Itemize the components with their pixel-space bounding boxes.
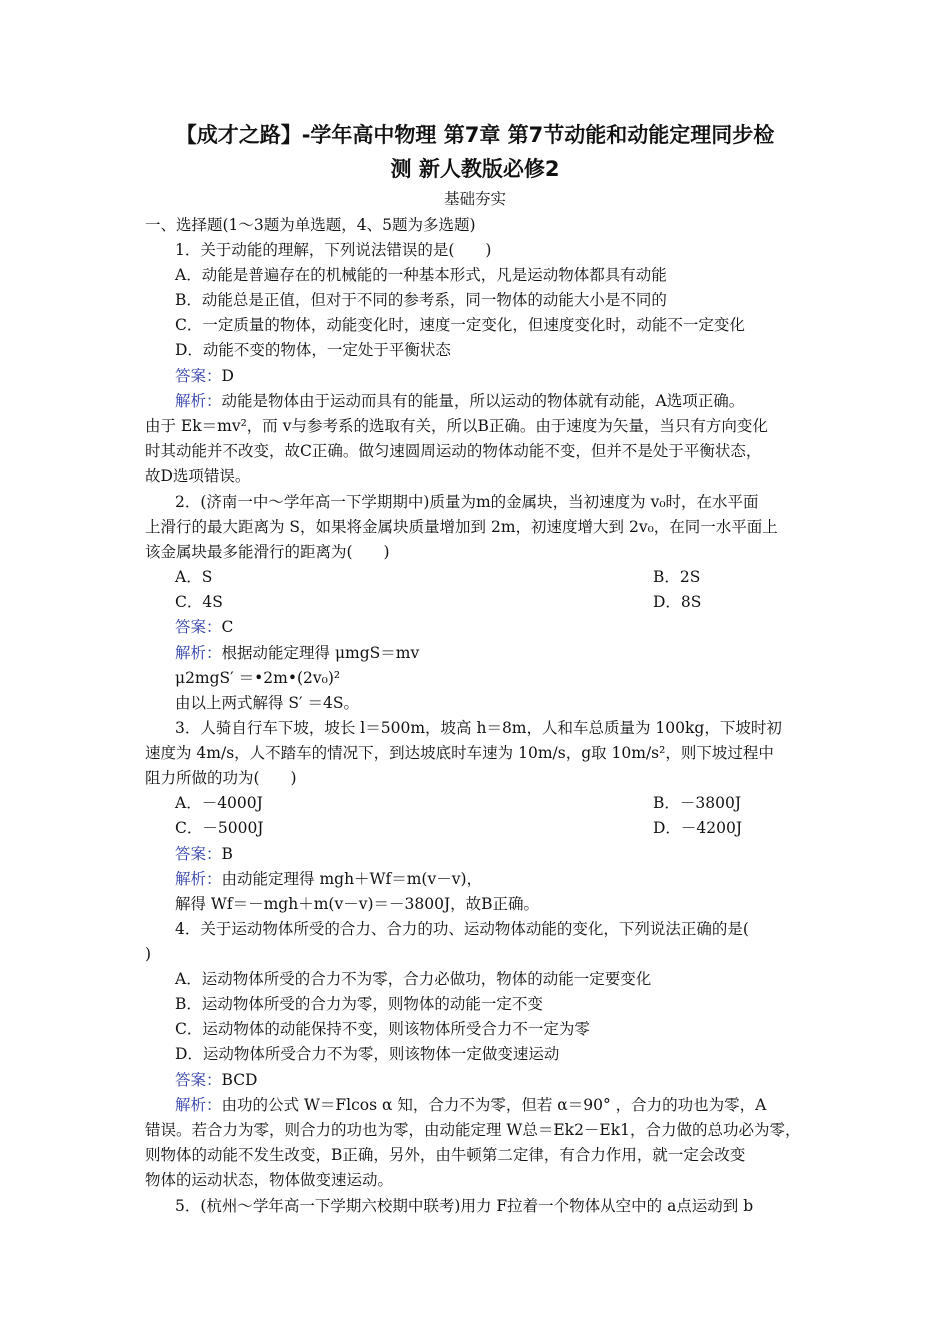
q2-stem-line-1: 2．(济南一中～学年高一下学期期中)质量为m的金属块，当初速度为 v₀时，在水平面 (175, 493, 759, 511)
q3-stem-line-1: 3．人骑自行车下坡，坡长 l＝500m，坡高 h＝8m，人和车总质量为 100kg，下坡时初 (175, 719, 782, 737)
q3-stem-line-2: 速度为 4m/s，人不踏车的情况下，到达坡底时车速为 10m/s，g取 10m/s²，则下坡过程中 (145, 744, 774, 762)
title-line-2: 测 新人教版必修2 (390, 157, 560, 181)
q4-option-c: C．运动物体的动能保持不变，则该物体所受合力不一定为零 (175, 1020, 590, 1038)
q2-options-row-1 (175, 566, 820, 590)
q2-answer (175, 616, 820, 640)
q1-answer-label: 答案： (175, 367, 222, 385)
q4-answer-value: BCD (221, 1071, 258, 1089)
q3-analysis-text-1: 由动能定理得 mgh＋Wf＝m(v－v)， (221, 870, 483, 888)
q4-stem-line-1: 4．关于运动物体所受的合力、合力的功、运动物体动能的变化，下列说法正确的是( (175, 920, 749, 938)
q4-answer (175, 1069, 820, 1093)
q1-option-d: D．动能不变的物体，一定处于平衡状态 (175, 341, 451, 359)
q1-stem: 1．关于动能的理解，下列说法错误的是( ) (175, 241, 492, 259)
q5-stem: 5．(杭州～学年高一下学期六校期中联考)用力 F拉着一个物体从空中的 a点运动到 b (175, 1197, 754, 1215)
q4-analysis-line-2: 错误。若合力为零，则合力的功也为零，由动能定理 W总＝Ek2－Ek1，合力做的总功必为零， (145, 1121, 801, 1139)
q2-analysis-label: 解析： (175, 644, 222, 662)
q1-option-a: A．动能是普遍存在的机械能的一种基本形式，凡是运动物体都具有动能 (175, 266, 667, 284)
q3-analysis-line-2: 解得 Wf＝－mgh＋m(v－v)＝－3800J，故B正确。 (175, 895, 540, 913)
q3-analysis-line-1 (175, 868, 820, 892)
q2-answer-label: 答案： (175, 618, 222, 636)
document-title (120, 118, 830, 186)
q4-answer-label: 答案： (175, 1071, 222, 1089)
q3-option-a: A．－4000J (175, 794, 263, 812)
q2-answer-value: C (221, 618, 234, 636)
q2-option-c: C．4S (175, 593, 223, 611)
q4-option-b: B．运动物体所受的合力为零，则物体的动能一定不变 (175, 995, 543, 1013)
q4-analysis-line-3: 则物体的动能不发生改变，B正确，另外，由牛顿第二定律，有合力作用，就一定会改变 (145, 1146, 746, 1164)
q1-analysis-text-1: 动能是物体由于运动而具有的能量，所以运动的物体就有动能，A选项正确。 (221, 392, 745, 410)
q3-answer-label: 答案： (175, 845, 222, 863)
q4-stem-line-2: ) (145, 945, 152, 963)
q1-analysis-line-3: 时其动能并不改变，故C正确。做匀速圆周运动的物体动能不变，但并不是处于平衡状态， (145, 442, 762, 460)
q2-stem-line-3: 该金属块最多能滑行的距离为( ) (145, 543, 390, 561)
q1-analysis-line-2: 由于 Ek＝mv²，而 v与参考系的选取有关，所以B正确。由于速度为矢量，当只有方向变化 (145, 417, 768, 435)
q4-analysis-text-1: 由功的公式 W＝Flcos α 知，合力不为零，但若 α＝90° ，合力的功也为零，A (221, 1096, 767, 1114)
q2-option-a: A．S (175, 568, 213, 586)
section-heading: 基础夯实 (443, 190, 506, 208)
q2-analysis-line-2: μ2mgS′ ＝•2m•(2v₀)² (175, 669, 341, 687)
q2-option-b: B．2S (653, 568, 701, 586)
q1-analysis-label: 解析： (175, 392, 222, 410)
q3-option-d: D．－4200J (653, 819, 743, 837)
title-line-1: 【成才之路】-学年高中物理 第7章 第7节动能和动能定理同步检 (175, 123, 775, 147)
q1-answer-value: D (221, 367, 234, 385)
q4-option-a: A．运动物体所受的合力不为零，合力必做功，物体的动能一定要变化 (175, 970, 652, 988)
q1-option-c: C．一定质量的物体，动能变化时，速度一定变化，但速度变化时，动能不一定变化 (175, 316, 745, 334)
q3-options-row-2 (175, 817, 820, 841)
q3-option-b: B．－3800J (653, 794, 742, 812)
q3-option-c: C．－5000J (175, 819, 264, 837)
q1-option-b: B．动能总是正值，但对于不同的参考系，同一物体的动能大小是不同的 (175, 291, 667, 309)
q4-option-d: D．运动物体所受合力不为零，则该物体一定做变速运动 (175, 1045, 560, 1063)
q3-options-row-1 (175, 792, 820, 816)
q2-analysis-line-3: 由以上两式解得 S′ ＝4S。 (175, 694, 359, 712)
q2-analysis-text-1: 根据动能定理得 μmgS＝mv (221, 644, 420, 662)
q1-answer (175, 365, 820, 389)
q2-options-row-2 (175, 591, 820, 615)
section-intro: 一、选择题(1～3题为单选题，4、5题为多选题) (145, 216, 476, 234)
q4-analysis-line-1 (175, 1094, 820, 1118)
q3-stem-line-3: 阻力所做的功为( ) (145, 769, 297, 787)
q3-analysis-label: 解析： (175, 870, 222, 888)
q1-analysis-line-1 (175, 390, 820, 414)
q2-stem-line-2: 上滑行的最大距离为 S，如果将金属块质量增加到 2m，初速度增大到 2v₀，在同一水平面上 (145, 518, 778, 536)
q2-option-d: D．8S (653, 593, 702, 611)
q1-analysis-line-4: 故D选项错误。 (145, 467, 251, 485)
q4-analysis-label: 解析： (175, 1096, 222, 1114)
q4-analysis-line-4: 物体的运动状态，物体做变速运动。 (145, 1171, 394, 1189)
q2-analysis-line-1 (175, 642, 820, 666)
q3-answer-value: B (221, 845, 233, 863)
q3-answer (175, 843, 820, 867)
